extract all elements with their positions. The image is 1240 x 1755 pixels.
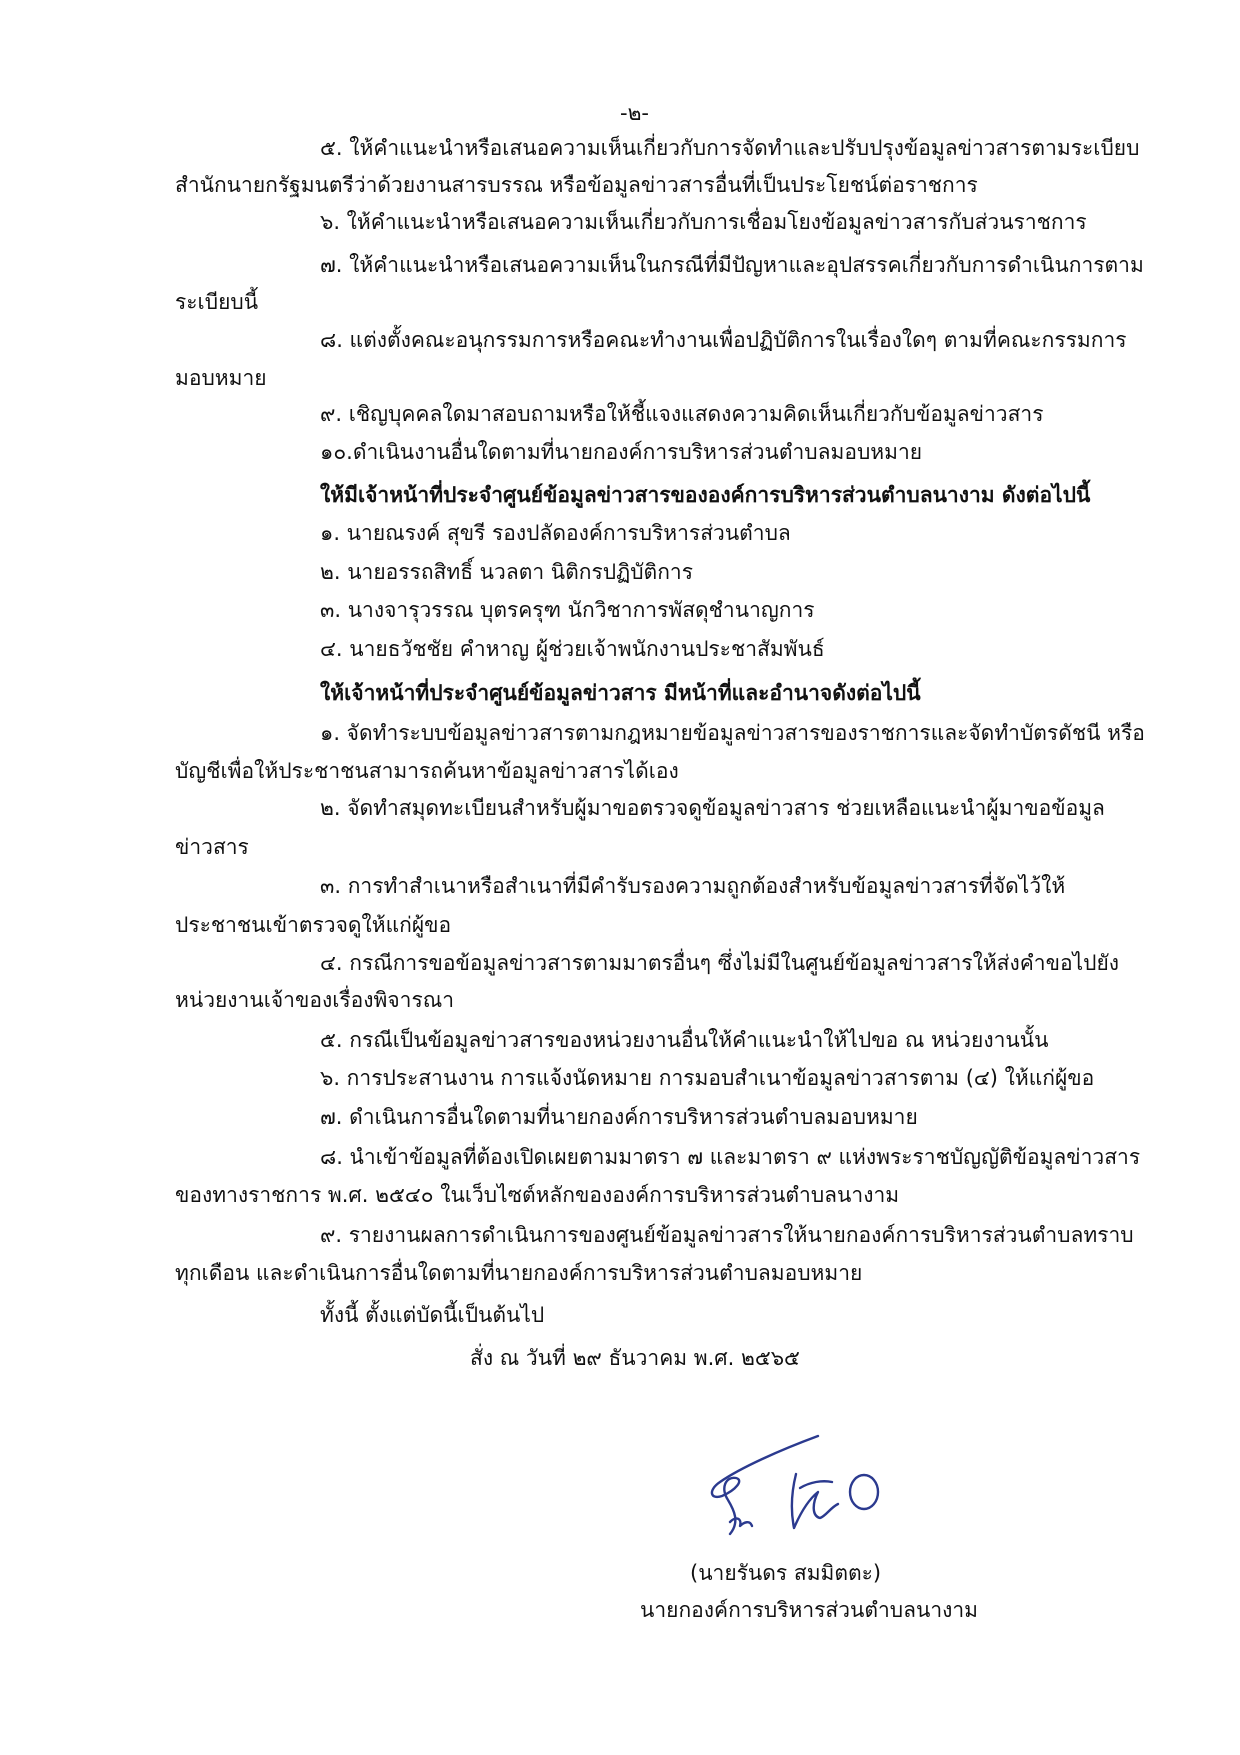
effective-statement: ทั้งนี้ ตั้งแต่บัดนี้เป็นต้นไป [320,1303,545,1327]
duty-item-7-line1: ๗. ให้คำแนะนำหรือเสนอความเห็นในกรณีที่มีปัญหาและอุปสรรคเกี่ยวกับการดำเนินการตาม [320,253,1144,277]
duties-heading: ให้เจ้าหน้าที่ประจำศูนย์ข้อมูลข่าวสาร มีหน้าที่และอำนาจดังต่อไปนี้ [320,681,921,705]
duty-item-10: ๑๐.ดำเนินงานอื่นใดตามที่นายกองค์การบริหารส่วนตำบลมอบหมาย [320,440,923,464]
staff-member-1: ๑. นายณรงค์ สุขรี รองปลัดองค์การบริหารส่วนตำบล [320,521,791,545]
signer-title: นายกองค์การบริหารส่วนตำบลนางาม [640,1598,979,1622]
staff-duty-4-line2: หน่วยงานเจ้าของเรื่องพิจารณา [175,988,455,1012]
staff-duty-1-line1: ๑. จัดทำระบบข้อมูลข่าวสารตามกฎหมายข้อมูลข่าวสารของราชการและจัดทำบัตรดัชนี หรือ [320,721,1145,745]
duty-item-8-line1: ๘. แต่งตั้งคณะอนุกรรมการหรือคณะทำงานเพื่อปฏิบัติการในเรื่องใดๆ ตามที่คณะกรรมการ [320,328,1127,352]
staff-duty-6: ๖. การประสานงาน การแจ้งนัดหมาย การมอบสำเนาข้อมูลข่าวสารตาม (๔) ให้แก่ผู้ขอ [320,1066,1095,1090]
staff-heading: ให้มีเจ้าหน้าที่ประจำศูนย์ข้อมูลข่าวสารขององค์การบริหารส่วนตำบลนางาม ดังต่อไปนี้ [320,483,1091,507]
staff-member-2: ๒. นายอรรถสิทธิ์ นวลตา นิติกรปฏิบัติการ [320,560,693,584]
signature-image [700,1430,900,1540]
signer-name: (นายรันดร สมมิตตะ) [690,1561,882,1585]
staff-duty-9-line2: ทุกเดือน และดำเนินการอื่นใดตามที่นายกองค์การบริหารส่วนตำบลมอบหมาย [175,1261,863,1285]
staff-duty-7: ๗. ดำเนินการอื่นใดตามที่นายกองค์การบริหารส่วนตำบลมอบหมาย [320,1105,918,1129]
staff-member-3: ๓. นางจารุวรรณ บุตรครุฑ นักวิชาการพัสดุชำนาญการ [320,598,815,622]
staff-duty-2-line1: ๒. จัดทำสมุดทะเบียนสำหรับผู้มาขอตรวจดูข้อมูลข่าวสาร ช่วยเหลือแนะนำผู้มาขอข้อมูล [320,796,1105,820]
staff-duty-5: ๕. กรณีเป็นข้อมูลข่าวสารของหน่วยงานอื่นให้คำแนะนำให้ไปขอ ณ หน่วยงานนั้น [320,1028,1049,1052]
staff-duty-9-line1: ๙. รายงานผลการดำเนินการของศูนย์ข้อมูลข่าวสารให้นายกองค์การบริหารส่วนตำบลทราบ [320,1223,1134,1247]
staff-duty-8-line1: ๘. นำเข้าข้อมูลที่ต้องเปิดเผยตามมาตรา ๗ และมาตรา ๙ แห่งพระราชบัญญัติข้อมูลข่าวสาร [320,1145,1141,1169]
staff-duty-4-line1: ๔. กรณีการขอข้อมูลข่าวสารตามมาตรอื่นๆ ซึ่งไม่มีในศูนย์ข้อมูลข่าวสารให้ส่งคำขอไปยัง [320,951,1120,975]
staff-duty-1-line2: บัญชีเพื่อให้ประชาชนสามารถค้นหาข้อมูลข่าวสารได้เอง [175,759,679,783]
staff-duty-8-line2: ของทางราชการ พ.ศ. ๒๕๔๐ ในเว็บไซต์หลักขององค์การบริหารส่วนตำบลนางาม [175,1183,900,1207]
duty-item-5-line1: ๕. ให้คำแนะนำหรือเสนอความเห็นเกี่ยวกับการจัดทำและปรับปรุงข้อมูลข่าวสารตามระเบียบ [320,136,1140,160]
duty-item-6: ๖. ให้คำแนะนำหรือเสนอความเห็นเกี่ยวกับการเชื่อมโยงข้อมูลข่าวสารกับส่วนราชการ [320,210,1087,234]
page-number: -๒- [620,101,649,125]
duty-item-5-line2: สำนักนายกรัฐมนตรีว่าด้วยงานสารบรรณ หรือข้อมูลข่าวสารอื่นที่เป็นประโยชน์ต่อราชการ [175,173,978,197]
duty-item-9: ๙. เชิญบุคคลใดมาสอบถามหรือให้ชี้แจงแสดงความคิดเห็นเกี่ยวกับข้อมูลข่าวสาร [320,402,1044,426]
staff-duty-2-line2: ข่าวสาร [175,835,249,859]
staff-duty-3-line2: ประชาชนเข้าตรวจดูให้แก่ผู้ขอ [175,913,452,937]
duty-item-7-line2: ระเบียบนี้ [175,290,259,314]
duty-item-8-line2: มอบหมาย [175,366,267,390]
staff-member-4: ๔. นายธวัชชัย คำหาญ ผู้ช่วยเจ้าพนักงานประชาสัมพันธ์ [320,637,825,661]
staff-duty-3-line1: ๓. การทำสำเนาหรือสำเนาที่มีคำรับรองความถูกต้องสำหรับข้อมูลข่าวสารที่จัดไว้ให้ [320,874,1066,898]
order-date: สั่ง ณ วันที่ ๒๙ ธันวาคม พ.ศ. ๒๕๖๕ [470,1346,800,1370]
